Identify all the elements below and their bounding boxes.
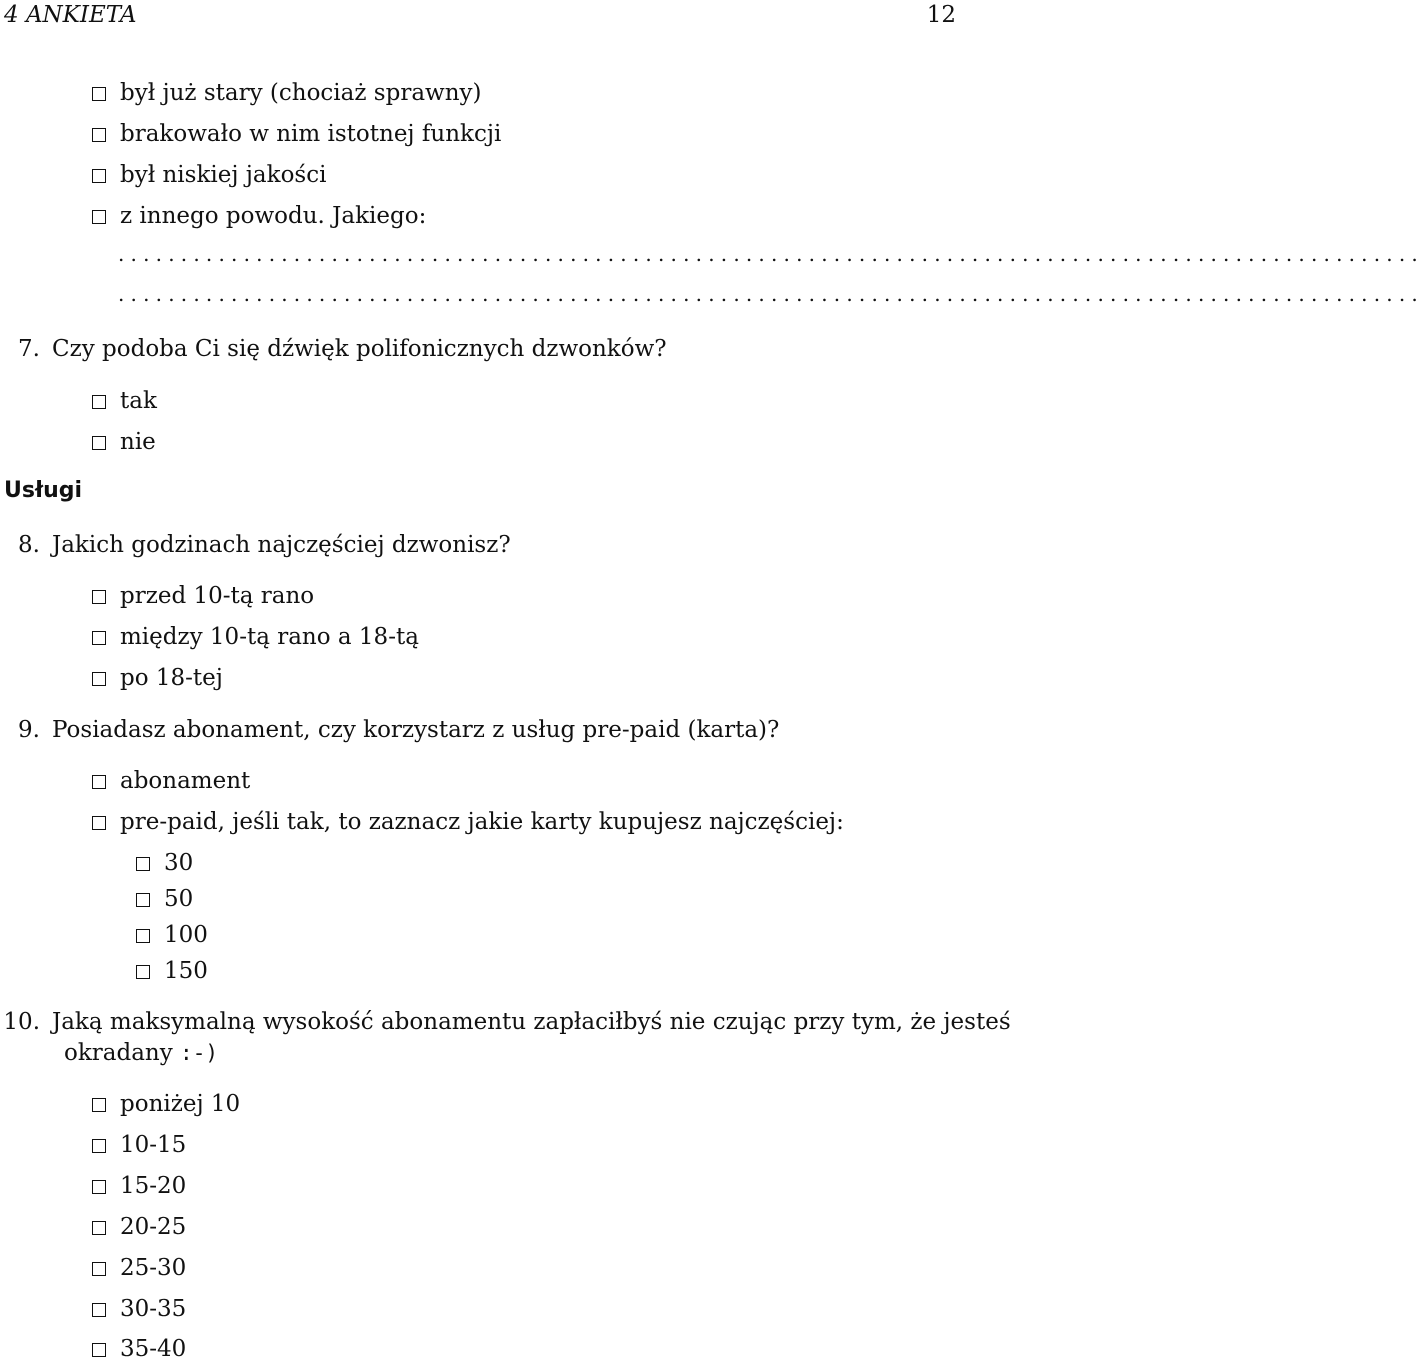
option-label: brakowało w nim istotnej funkcji: [120, 121, 502, 147]
question-number: 8.: [18, 532, 40, 558]
checkbox-icon[interactable]: [136, 929, 150, 943]
q10-option-6[interactable]: [92, 1298, 186, 1321]
option-label: z innego powodu. Jakiego:: [120, 203, 427, 229]
q8-option-2[interactable]: [92, 626, 419, 649]
option-label: nie: [120, 429, 156, 455]
answer-dotted-line-2[interactable]: ........................................................................................................: [118, 282, 1424, 306]
q9-sub-option-100[interactable]: [136, 924, 208, 947]
checkbox-icon[interactable]: [92, 128, 106, 142]
checkbox-icon[interactable]: [92, 1180, 106, 1194]
checkbox-icon[interactable]: [92, 631, 106, 645]
option-label: 100: [164, 922, 208, 948]
option-label: 30: [164, 850, 194, 876]
q10-option-3[interactable]: [92, 1175, 186, 1198]
question-8: [0, 534, 511, 557]
option-label: 35-40: [120, 1336, 187, 1362]
question-text-line-2: okradany: [64, 1040, 173, 1066]
option-label: 25-30: [120, 1255, 187, 1281]
question-10-line-2: [64, 1042, 218, 1065]
q10-option-7[interactable]: [92, 1338, 186, 1361]
section-header: 4 ANKIETA: [4, 2, 137, 28]
option-label: przed 10-tą rano: [120, 583, 315, 609]
option-label: był już stary (chociaż sprawny): [120, 80, 482, 106]
option-label: był niskiej jakości: [120, 162, 327, 188]
checkbox-icon[interactable]: [92, 590, 106, 604]
q10-option-2[interactable]: [92, 1134, 186, 1157]
q10-option-1[interactable]: [92, 1093, 240, 1116]
question-number: 9.: [18, 717, 40, 743]
checkbox-icon[interactable]: [92, 672, 106, 686]
checkbox-icon[interactable]: [92, 1262, 106, 1276]
q8-option-1[interactable]: [92, 585, 314, 608]
q9-option-prepaid[interactable]: [92, 811, 844, 834]
q6-option-1[interactable]: [92, 82, 482, 105]
option-label: między 10-tą rano a 18-tą: [120, 624, 419, 650]
emoticon-text: :-): [180, 1041, 218, 1065]
option-label: 10-15: [120, 1132, 187, 1158]
option-label: abonament: [120, 768, 251, 794]
checkbox-icon[interactable]: [92, 816, 106, 830]
option-label: 150: [164, 958, 208, 984]
q7-option-no[interactable]: [92, 431, 156, 454]
question-text-line-1: Jaką maksymalną wysokość abonamentu zapłaciłbyś nie czując przy tym, że jesteś: [52, 1009, 1011, 1035]
q6-option-3[interactable]: [92, 164, 326, 187]
answer-dotted-line-1[interactable]: ........................................................................................................: [118, 242, 1424, 266]
q9-sub-option-150[interactable]: [136, 960, 208, 983]
option-label: 20-25: [120, 1214, 187, 1240]
checkbox-icon[interactable]: [136, 965, 150, 979]
checkbox-icon[interactable]: [92, 1303, 106, 1317]
checkbox-icon[interactable]: [136, 893, 150, 907]
checkbox-icon[interactable]: [92, 1098, 106, 1112]
question-text: Jakich godzinach najczęściej dzwonisz?: [52, 532, 511, 558]
q10-option-4[interactable]: [92, 1216, 186, 1239]
checkbox-icon[interactable]: [92, 395, 106, 409]
question-9: [0, 719, 779, 742]
q10-option-5[interactable]: [92, 1257, 186, 1280]
question-text: Czy podoba Ci się dźwięk polifonicznych dzwonków?: [52, 336, 667, 362]
question-number: 7.: [18, 336, 40, 362]
q8-option-3[interactable]: [92, 667, 223, 690]
option-label: poniżej 10: [120, 1091, 241, 1117]
option-label: tak: [120, 388, 157, 414]
q9-sub-option-50[interactable]: [136, 888, 193, 911]
section-title: Usługi: [4, 478, 83, 503]
checkbox-icon[interactable]: [92, 436, 106, 450]
option-label: 15-20: [120, 1173, 187, 1199]
q6-option-4[interactable]: [92, 205, 426, 228]
checkbox-icon[interactable]: [92, 1221, 106, 1235]
checkbox-icon[interactable]: [92, 1139, 106, 1153]
q7-option-yes[interactable]: [92, 390, 157, 413]
option-label: po 18-tej: [120, 665, 223, 691]
checkbox-icon[interactable]: [92, 775, 106, 789]
question-10: [0, 1011, 1011, 1034]
option-label: 50: [164, 886, 194, 912]
q6-option-2[interactable]: [92, 123, 501, 146]
option-label: pre-paid, jeśli tak, to zaznacz jakie karty kupujesz najczęściej:: [120, 809, 844, 835]
question-text: Posiadasz abonament, czy korzystarz z usług pre-paid (karta)?: [52, 717, 780, 743]
question-7: [0, 338, 667, 361]
q9-sub-option-30[interactable]: [136, 852, 193, 875]
checkbox-icon[interactable]: [92, 1343, 106, 1357]
question-number: 10.: [3, 1009, 40, 1035]
option-label: 30-35: [120, 1296, 187, 1322]
checkbox-icon[interactable]: [92, 210, 106, 224]
checkbox-icon[interactable]: [92, 87, 106, 101]
checkbox-icon[interactable]: [136, 857, 150, 871]
page-number: 12: [926, 2, 956, 28]
q9-option-abonament[interactable]: [92, 770, 250, 793]
checkbox-icon[interactable]: [92, 169, 106, 183]
